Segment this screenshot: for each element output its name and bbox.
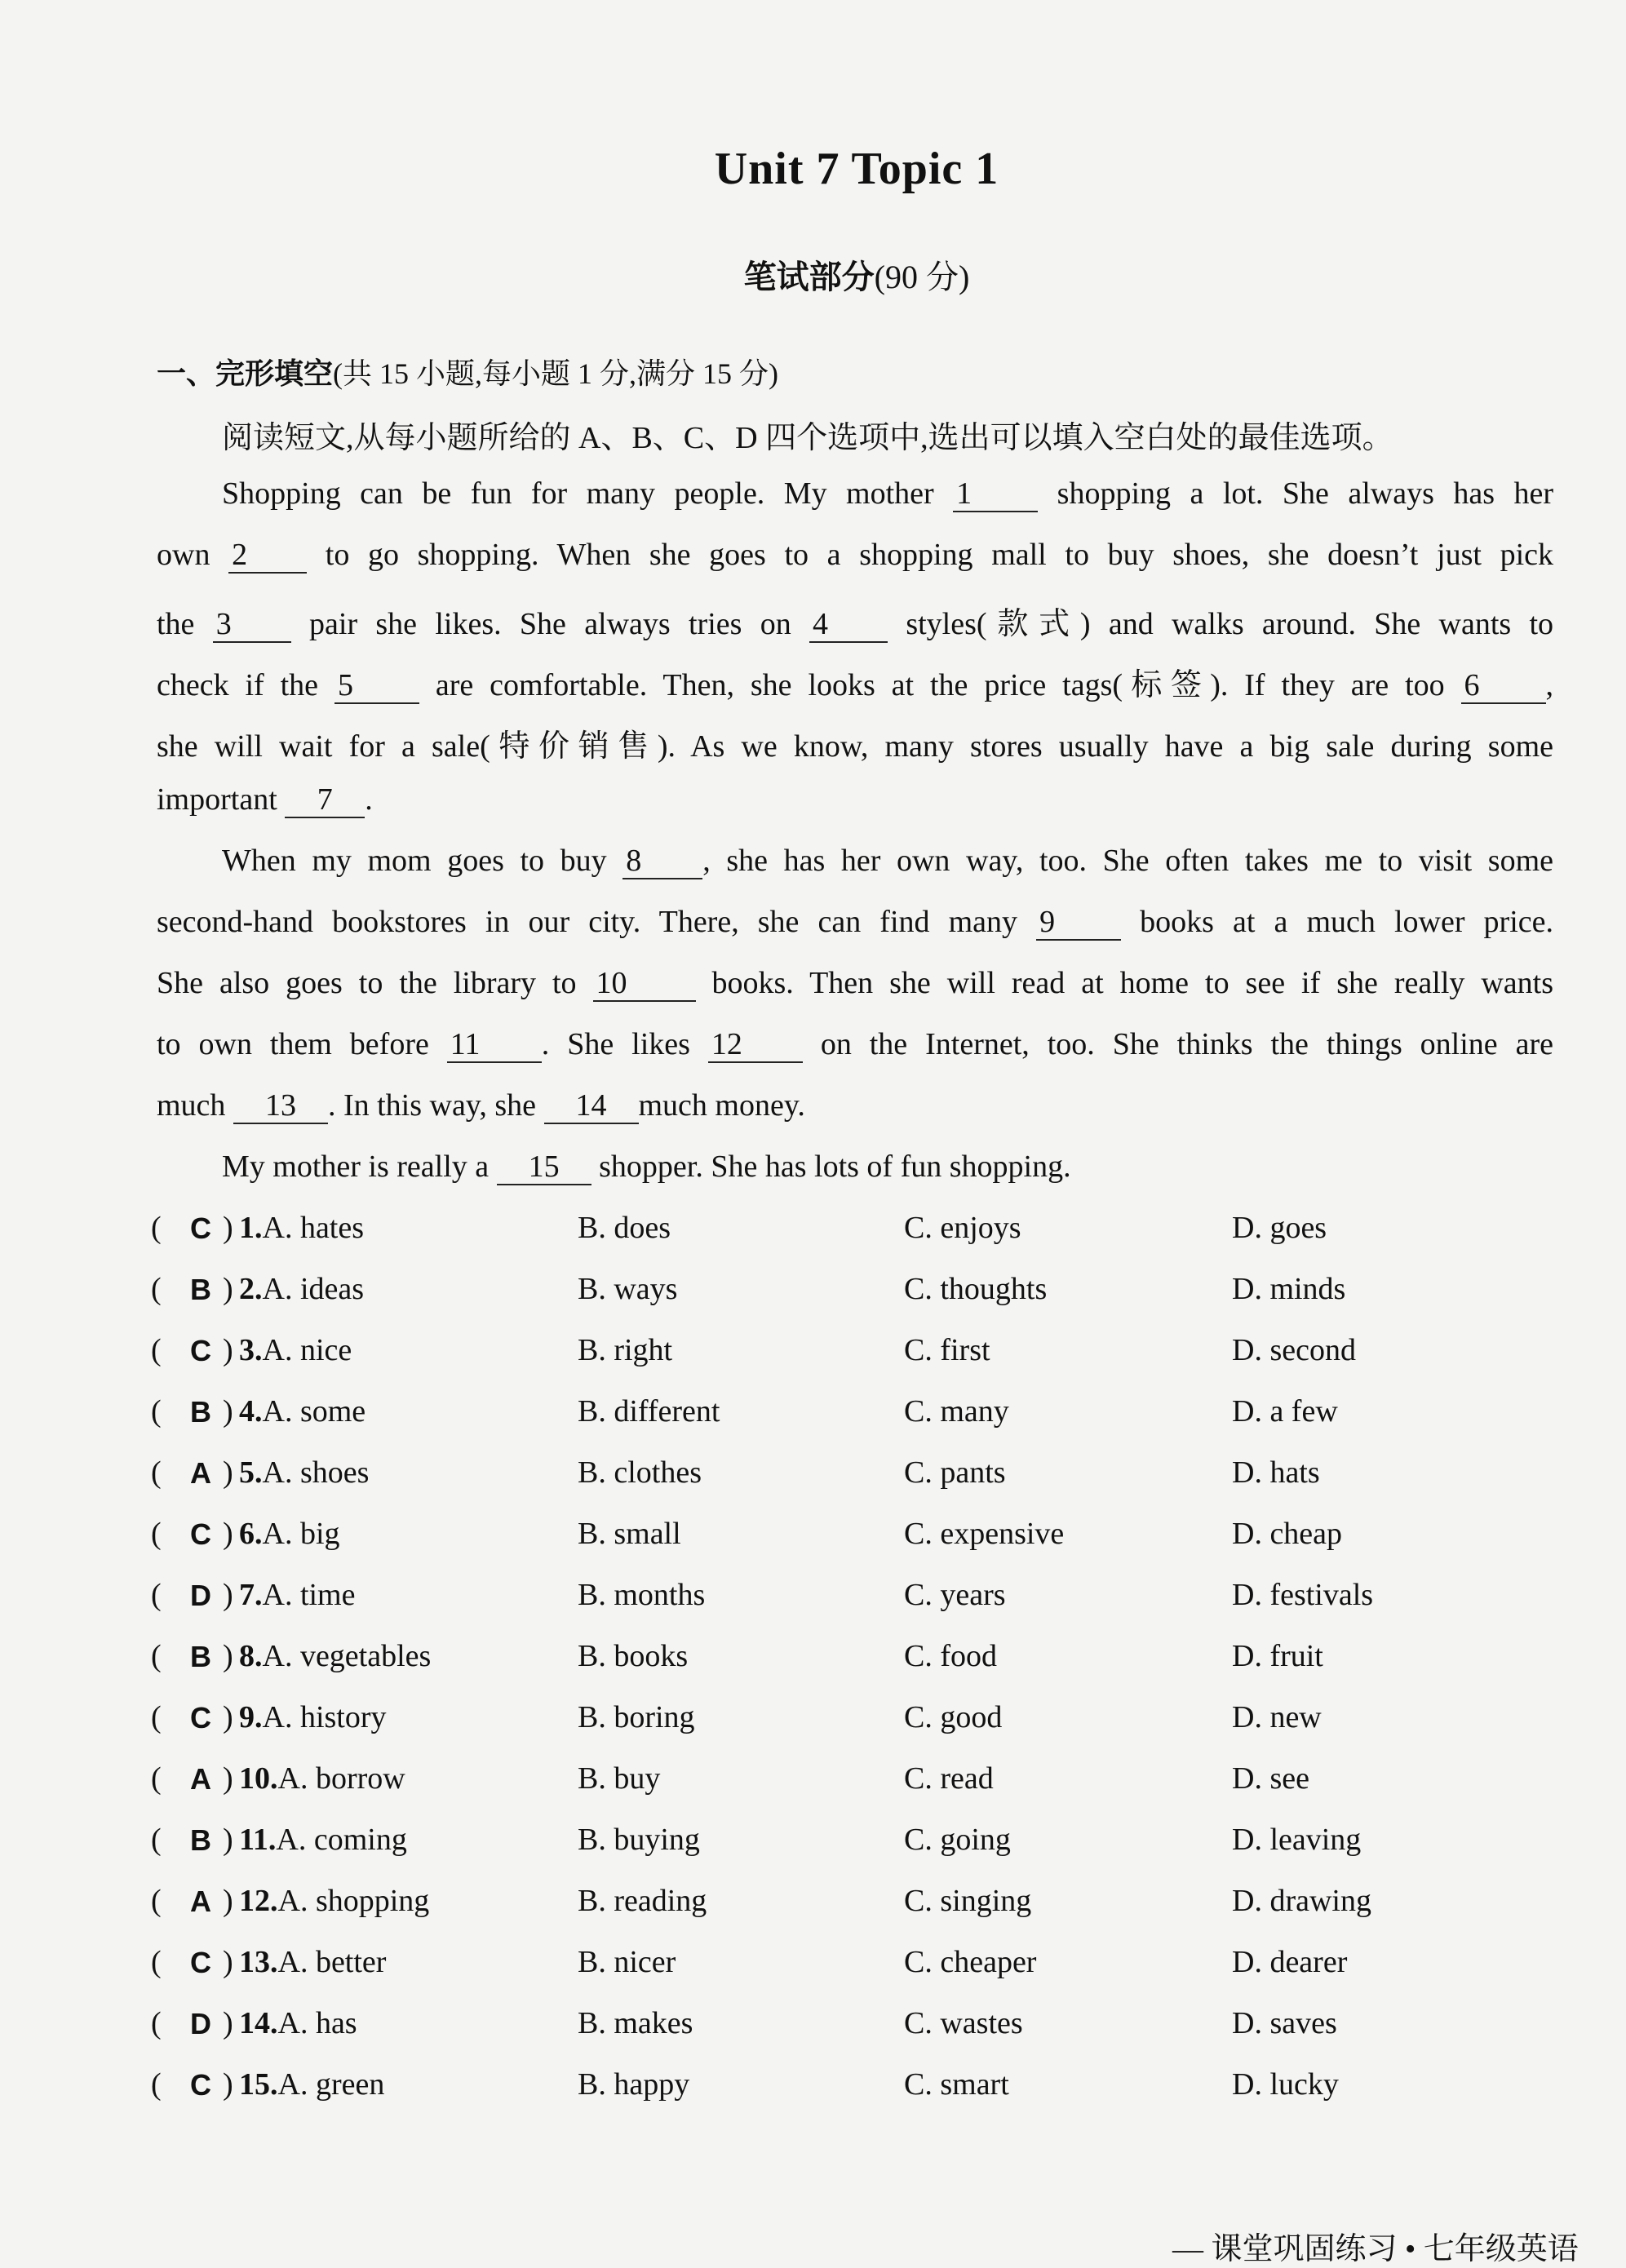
question-number-and-option-a xyxy=(239,2005,357,2041)
passage-text: books. Then she will read at home to see if she really wants xyxy=(711,966,1553,1000)
passage-text: own xyxy=(157,538,210,572)
blank-14: 14 xyxy=(544,1090,639,1124)
answer-letter: C xyxy=(190,2068,211,2102)
option-c: C. first xyxy=(904,1333,990,1367)
option-b: B. makes xyxy=(578,2006,693,2040)
question-number: 8. xyxy=(239,1639,263,1673)
answer-paren-close: ) xyxy=(223,1394,233,1429)
answer-letter: C xyxy=(190,1334,211,1367)
answer-paren-open: ( xyxy=(151,1823,162,1857)
passage-text: on the Internet, too. She thinks the things online are xyxy=(820,1027,1553,1061)
blank-7: 7 xyxy=(285,784,365,818)
passage-line xyxy=(157,782,1553,818)
section-heading-bold: 一、完形填空 xyxy=(157,357,334,390)
option-d: D. hats xyxy=(1232,1455,1320,1490)
answer-letter: C xyxy=(190,1946,211,1979)
option-c: C. smart xyxy=(904,2067,1009,2102)
option-d: D. new xyxy=(1232,1700,1322,1734)
option-b: B. clothes xyxy=(578,1455,702,1490)
answer-letter: A xyxy=(190,1885,211,1918)
answer-paren-close: ) xyxy=(223,1823,233,1857)
question-number: 13. xyxy=(239,1945,278,1979)
option-a: A. hates xyxy=(262,1211,365,1245)
option-d: D. second xyxy=(1232,1333,1356,1367)
option-c: C. read xyxy=(904,1761,994,1796)
answer-paren-open: ( xyxy=(151,1884,162,1918)
passage-text: second-hand bookstores in our city. There, she can find many xyxy=(157,905,1018,939)
passage-text: the xyxy=(157,607,195,641)
option-c: C. singing xyxy=(904,1884,1032,1918)
option-c: C. expensive xyxy=(904,1517,1065,1551)
passage-text: much xyxy=(157,1088,226,1123)
answer-paren-open: ( xyxy=(151,1333,162,1367)
page-title: Unit 7 Topic 1 xyxy=(714,144,999,194)
answer-paren-open: ( xyxy=(151,1761,162,1796)
option-a: A. ideas xyxy=(262,1272,365,1306)
passage-text: , she has her own way, too. She often takes me to visit some xyxy=(702,844,1554,878)
subtitle-score: (90 分) xyxy=(874,259,970,295)
passage-line xyxy=(157,1026,1553,1063)
question-number-and-option-a xyxy=(239,2066,384,2102)
blank-10: 10 xyxy=(593,968,696,1002)
question-number-and-option-a xyxy=(239,1944,386,1980)
passage-text: , xyxy=(1545,668,1554,702)
answer-paren-close: ) xyxy=(223,1761,233,1796)
passage-text: She also goes to the library to xyxy=(157,966,577,1000)
passage-line: she will wait for a sale(特价销售). As we know, many stores usually have a big sale during some xyxy=(157,729,1553,764)
option-c: C. pants xyxy=(904,1455,1006,1490)
answer-paren-close: ) xyxy=(223,2067,233,2102)
option-c: C. many xyxy=(904,1394,1009,1429)
blank-6: 6 xyxy=(1461,670,1546,704)
blank-2: 2 xyxy=(228,539,307,574)
question-number: 1. xyxy=(239,1211,263,1245)
option-b: B. months xyxy=(578,1578,706,1612)
option-c: C. thoughts xyxy=(904,1272,1048,1306)
subtitle-bold: 笔试部分 xyxy=(743,259,875,295)
option-b: B. buying xyxy=(578,1823,700,1857)
passage-text: . xyxy=(365,782,373,817)
option-b: B. nicer xyxy=(578,1945,676,1979)
answer-paren-close: ) xyxy=(223,1455,233,1490)
answer-paren-open: ( xyxy=(151,1394,162,1429)
option-a: A. has xyxy=(277,2006,357,2040)
answer-paren-close: ) xyxy=(223,1211,233,1245)
passage-line xyxy=(157,598,1553,643)
answer-paren-close: ) xyxy=(223,1945,233,1979)
option-b: B. buy xyxy=(578,1761,661,1796)
option-d: D. a few xyxy=(1232,1394,1338,1429)
option-d: D. drawing xyxy=(1232,1884,1371,1918)
option-a: A. shoes xyxy=(262,1455,370,1490)
option-c: C. years xyxy=(904,1578,1006,1612)
answer-paren-close: ) xyxy=(223,2006,233,2040)
passage-text: are comfortable. Then, she looks at the price tags(标签). If they are too xyxy=(435,668,1445,702)
question-number-and-option-a xyxy=(239,1638,431,1674)
question-number-and-option-a xyxy=(239,1455,369,1491)
question-number-and-option-a xyxy=(239,1516,340,1552)
answer-paren-open: ( xyxy=(151,1578,162,1612)
passage-text: to own them before xyxy=(157,1027,429,1061)
answer-letter: B xyxy=(190,1395,211,1429)
blank-8: 8 xyxy=(622,845,702,879)
question-number: 4. xyxy=(239,1394,263,1429)
answer-paren-close: ) xyxy=(223,1639,233,1673)
question-number: 7. xyxy=(239,1578,263,1612)
page-footer: — 课堂巩固练习 • 七年级英语 xyxy=(1172,2232,1579,2266)
answer-paren-close: ) xyxy=(223,1700,233,1734)
option-a: A. time xyxy=(262,1578,356,1612)
passage-line xyxy=(222,843,1553,879)
answer-paren-open: ( xyxy=(151,2006,162,2040)
question-number-and-option-a xyxy=(239,1577,355,1613)
answer-paren-close: ) xyxy=(223,1884,233,1918)
blank-9: 9 xyxy=(1036,906,1121,941)
answer-paren-open: ( xyxy=(151,1455,162,1490)
blank-12: 12 xyxy=(708,1029,803,1063)
question-number-and-option-a xyxy=(239,1699,387,1735)
answer-paren-open: ( xyxy=(151,1700,162,1734)
question-number-and-option-a xyxy=(239,1393,366,1429)
answer-paren-close: ) xyxy=(223,1333,233,1367)
passage-line xyxy=(157,904,1553,941)
blank-3: 3 xyxy=(213,609,291,643)
option-a: A. some xyxy=(262,1394,366,1429)
answer-paren-close: ) xyxy=(223,1578,233,1612)
answer-paren-close: ) xyxy=(223,1272,233,1306)
passage-text: . In this way, she xyxy=(327,1088,536,1123)
passage-line xyxy=(157,1087,1553,1124)
answer-letter: B xyxy=(190,1273,211,1306)
option-d: D. lucky xyxy=(1232,2067,1339,2102)
question-number: 5. xyxy=(239,1455,263,1490)
passage-line xyxy=(157,965,1553,1002)
answer-paren-open: ( xyxy=(151,2067,162,2102)
option-a: A. nice xyxy=(262,1333,352,1367)
option-c: C. enjoys xyxy=(904,1211,1021,1245)
section-heading-detail: (共 15 小题,每小题 1 分,满分 15 分) xyxy=(333,357,778,390)
passage-text: important xyxy=(157,782,277,817)
option-b: B. ways xyxy=(578,1272,678,1306)
passage-text: much money. xyxy=(638,1088,805,1123)
section-instruction: 阅读短文,从每小题所给的 A、B、C、D 四个选项中,选出可以填入空白处的最佳选项。 xyxy=(222,421,1393,455)
question-number: 3. xyxy=(239,1333,263,1367)
option-a: A. better xyxy=(277,1945,387,1979)
blank-15: 15 xyxy=(497,1151,591,1185)
option-c: C. wastes xyxy=(904,2006,1023,2040)
answer-letter: B xyxy=(190,1640,211,1673)
option-a: A. big xyxy=(262,1517,340,1551)
passage-text: When my mom goes to buy xyxy=(222,844,607,878)
question-number: 6. xyxy=(239,1517,263,1551)
option-c: C. food xyxy=(904,1639,997,1673)
passage-text: check if the xyxy=(157,668,319,702)
passage-text: My mother is really a xyxy=(222,1150,490,1184)
answer-letter: C xyxy=(190,1212,211,1245)
option-b: B. boring xyxy=(578,1700,695,1734)
option-b: B. right xyxy=(578,1333,673,1367)
blank-11: 11 xyxy=(447,1029,542,1063)
question-number: 9. xyxy=(239,1700,263,1734)
answer-paren-open: ( xyxy=(151,1211,162,1245)
answer-letter: D xyxy=(190,1579,211,1612)
option-b: B. happy xyxy=(578,2067,690,2102)
answer-paren-open: ( xyxy=(151,1517,162,1551)
answer-letter: A xyxy=(190,1762,211,1796)
question-number: 12. xyxy=(239,1884,278,1918)
question-number: 14. xyxy=(239,2006,278,2040)
answer-letter: B xyxy=(190,1823,211,1857)
option-b: B. reading xyxy=(578,1884,707,1918)
page-subtitle xyxy=(0,251,1626,298)
option-d: D. fruit xyxy=(1232,1639,1323,1673)
passage-line xyxy=(222,476,1553,512)
option-b: B. books xyxy=(578,1639,689,1673)
blank-4: 4 xyxy=(809,609,888,643)
option-a: A. history xyxy=(262,1700,387,1734)
passage-line xyxy=(222,1149,1553,1185)
option-b: B. small xyxy=(578,1517,681,1551)
passage-line xyxy=(157,659,1553,704)
passage-text: pair she likes. She always tries on xyxy=(309,607,791,641)
passage-text: shopping a lot. She always has her xyxy=(1057,476,1554,511)
blank-5: 5 xyxy=(335,670,419,704)
option-a: A. vegetables xyxy=(262,1639,432,1673)
question-number-and-option-a xyxy=(239,1271,364,1307)
question-number-and-option-a xyxy=(239,1210,364,1246)
option-c: C. cheaper xyxy=(904,1945,1037,1979)
passage-text: Shopping can be fun for many people. My mother xyxy=(222,476,934,511)
passage-text: styles(款式) and walks around. She wants to xyxy=(906,607,1554,641)
answer-letter: A xyxy=(190,1456,211,1490)
question-number-and-option-a xyxy=(239,1883,429,1919)
option-b: B. different xyxy=(578,1394,720,1429)
passage-text: to go shopping. When she goes to a shopping mall to buy shoes, she doesn’t just pick xyxy=(325,538,1553,572)
question-number-and-option-a xyxy=(239,1822,407,1858)
passage-text: . She likes xyxy=(541,1027,690,1061)
option-d: D. goes xyxy=(1232,1211,1327,1245)
answer-paren-open: ( xyxy=(151,1639,162,1673)
question-number: 2. xyxy=(239,1272,263,1306)
option-d: D. leaving xyxy=(1232,1823,1362,1857)
question-number: 11. xyxy=(239,1823,277,1857)
option-d: D. see xyxy=(1232,1761,1309,1796)
option-a: A. coming xyxy=(276,1823,407,1857)
option-d: D. cheap xyxy=(1232,1517,1343,1551)
answer-letter: C xyxy=(190,1701,211,1734)
option-b: B. does xyxy=(578,1211,671,1245)
answer-paren-close: ) xyxy=(223,1517,233,1551)
question-number: 10. xyxy=(239,1761,278,1796)
blank-13: 13 xyxy=(233,1090,328,1124)
option-a: A. green xyxy=(277,2067,385,2102)
passage-line xyxy=(157,537,1553,574)
option-d: D. minds xyxy=(1232,1272,1346,1306)
question-number-and-option-a xyxy=(239,1332,352,1368)
answer-letter: D xyxy=(190,2007,211,2040)
question-number: 15. xyxy=(239,2067,278,2102)
question-number-and-option-a xyxy=(239,1761,405,1796)
passage-text: books at a much lower price. xyxy=(1140,905,1554,939)
option-a: A. borrow xyxy=(277,1761,405,1796)
answer-paren-open: ( xyxy=(151,1272,162,1306)
option-d: D. festivals xyxy=(1232,1578,1374,1612)
option-d: D. saves xyxy=(1232,2006,1337,2040)
section-heading xyxy=(157,351,778,392)
passage-text: shopper. She has lots of fun shopping. xyxy=(599,1150,1071,1184)
blank-1: 1 xyxy=(953,478,1038,512)
answer-paren-open: ( xyxy=(151,1945,162,1979)
option-d: D. dearer xyxy=(1232,1945,1348,1979)
option-a: A. shopping xyxy=(277,1884,430,1918)
option-c: C. good xyxy=(904,1700,1003,1734)
answer-letter: C xyxy=(190,1517,211,1551)
option-c: C. going xyxy=(904,1823,1011,1857)
